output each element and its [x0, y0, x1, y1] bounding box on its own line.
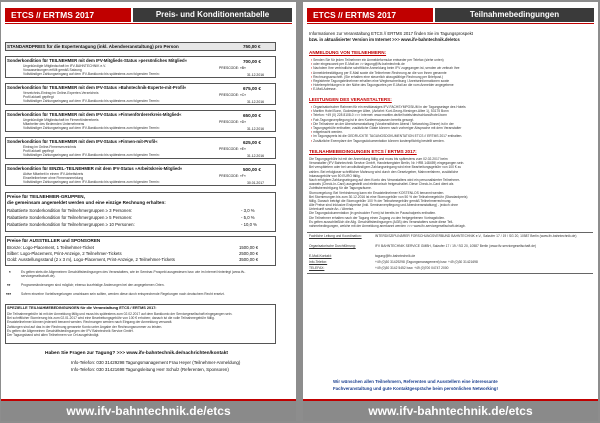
prescode: PRESCODE: »D«	[219, 120, 247, 124]
section-heading: ANMELDUNG VON TEILNEHMERN:	[309, 50, 387, 55]
group-discount-label: Rabattierte Sonderkondition für Teilnehmergruppen ≥ 10 Personen:	[7, 222, 135, 227]
conditions-page	[303, 2, 598, 421]
footer-url[interactable]: www.ifv-bahntechnik.de/etcs	[303, 401, 598, 421]
event-badge: ETCS // ERTMS 2017	[5, 8, 131, 22]
event-badge: ETCS // ERTMS 2017	[307, 8, 433, 22]
sonder-title: Sonderkondition für TEILNEHMER mit dem IFV-Status »Firmenfördererkreis-Mitglied«	[7, 112, 182, 117]
group-discount-value: - 10,0 %	[241, 222, 258, 227]
sonder-price: 650,00 €	[243, 113, 261, 118]
page-title: Preis- und Konditionentabelle	[133, 8, 292, 22]
sonder-details: Ungekündigte Mitgliedschaft im Firmenfördererkreis Mitarbeiter des fördernden Unternehmens Vollständiger Zahlungseingang auf dem IFV-Bankkonto bis spätestens zum folgenden Termin:	[23, 118, 160, 131]
sponsor-row-value: 3500,00 €	[239, 257, 259, 262]
footnote-marker: *	[9, 270, 11, 275]
page-title: Teilnahmebedingungen	[435, 8, 594, 22]
sponsor-row-label: Silber: Logo-Placement, Print-Anzeige, 2 Teilnehmer-Tickets	[7, 251, 122, 256]
page-header	[307, 8, 594, 22]
info-label: E-Mail-Kontakt:	[309, 254, 332, 258]
prescode: PRESCODE: »E«	[219, 147, 246, 151]
contact-phone: Info-Telefon: 030 31429298 Tagungsmanagement Frau Heyer (Teilnehmer-Anmeldung)	[71, 360, 241, 365]
group-pricing-subtitle: die gemeinsam angemeldet werden und eine einzige Rechnung erhalten:	[7, 200, 166, 205]
prescode: PRESCODE: »C«	[219, 93, 247, 97]
deadline-date: 31.12.2016	[247, 154, 264, 158]
intro-line[interactable]: bzw. in aktualisierter Version im Internet >>> www.ifv-bahntechnik.de/etcs	[309, 37, 460, 42]
group-discount-label: Rabattierte Sonderkondition für Teilnehmergruppen ≥ 3 Personen:	[7, 208, 133, 213]
info-label: Fachliche Leitung und Koordination:	[309, 234, 362, 238]
sonder-title: Sonderkondition für TEILNEHMER mit dem IFV-Status »Firmen-mit-Profil«	[7, 139, 158, 144]
special-conditions-text: Die Teilnahmegebühr ist mit der Anmeldung fällig und muss bis spätestens zum 02.02.2017 auf dem Bankkonto der Servicegesellschaft eingegangen sein. Bei schriftlicher Stornierung bis zum 02.01.2017 wird eine Bearbeitungsgebühr von 100 € erhoben; danach ist die volle Teilnahmegebühr fällig. Ersatzteilnehmer können jederzeit benannt werden. Rechnungen werden nach Eingang der Anmeldung versandt. Zahlungen sind auf das in der Rechnung genannte Konto unter Angabe der Rechnungsnummer zu leisten. Es gelten die Allgemeinen Geschäftsbedingungen der IFV Bahntechnik Service GmbH. Der Tagungsband wird allen Teilnehmern vor Ort ausgehändigt.	[7, 312, 233, 337]
divider	[307, 273, 593, 274]
sponsor-row-label: Gold: Ausstellungsstand (2 x 3 m), Logo-Placement, Print-Anzeige, 2 Teilnehmer-Tickets	[7, 257, 175, 262]
sonder-price: 500,00 €	[243, 167, 261, 172]
group-discount-value: - 5,0 %	[241, 215, 255, 220]
sonder-title: Sonderkondition für TEILNEHMER mit dem IFV-Status »Bahntechnik-Experte-mit-Profil«	[7, 85, 187, 90]
help-link[interactable]: Haben Sie Fragen zur Tagung? >>> www.ifv-bahntechnik.de/nachrichten/kontakt	[45, 351, 228, 356]
sponsor-pricing-title: Preise für AUSSTELLER und SPONSOREN	[7, 238, 101, 243]
group-discount-value: - 3,0 %	[241, 208, 255, 213]
sonder-price: 675,00 €	[243, 86, 261, 91]
header-divider	[307, 23, 594, 24]
prescode: PRESCODE: »F«	[219, 174, 246, 178]
sonder-details: Ungekündigte Mitgliedschaft im IFV-BAHNTECHNIK e.V. Voraussetzungen erfüllt gemäß Satzung Vollständiger Zahlungseingang auf dem IFV-Bankkonto bis spätestens zum folgenden Termin:	[23, 64, 160, 77]
sponsor-row-value: 2500,00 €	[239, 251, 259, 256]
group-pricing-title: Preise für TEILNEHMER-GRUPPEN,	[7, 194, 85, 199]
sonder-title: Sonderkondition für EINZEL-TEILNEHMER mit dem IFV-Status »Arbeitskreis-Mitglied«	[7, 166, 183, 171]
footnote-text: Sofern einzelne Vorteilsregelungen unwirksam sein sollten, werden diese durch entsprechende Regelungen nach deutschem Recht ersetzt.	[21, 292, 225, 296]
divider	[307, 232, 593, 233]
info-label: Info-Telefon:	[309, 260, 328, 264]
footnote-text: Programmänderungen sind möglich; ebenso kurzfristige Änderungen bei den angegebenen Orten.	[21, 283, 165, 287]
sponsor-row-value: 1500,00 €	[239, 245, 259, 250]
info-value: +49 (0)30 3142 5452 bzw. +49 (0)700 04747 2000	[375, 266, 449, 270]
conditions-text: Die Tagungsgebühr ist mit der Anmeldung fällig und muss bis spätestens zum 02.02.2017 beim Veranstalter (IFV Bahntechnik Service GmbH, Handelsregister Berlin, Nr. HRB 148459) eingegangen sein. Bei verspätetem oder bei unvollständigem Zahlungseingang wird eine Bearbeitungsgebühr von 100 € zu zahlen. Bei erfolgloser schriftlicher Mahnung wird durch den Gesetzgeber, Mahnverfahren, zusätzliche Inkassogebühr von 50 EURO fällig. Nach erfolgtem Zahlungseingang auf dem Konto des Veranstalters wird ein personalisierter Teilnehmer- ausweis (Check-In-Card) ausgestellt und elektronisch freigeschaltet. Diese Check-In-Card dient als Zutrittsberechtigung für die Tagungsräume. Stornoregelung: Bei Verhinderung kann ein Ersatzteilnehmer KOSTENLOS benannt werden. Bei Stornierungen bis zum 30.12.2016 ist eine Stornogebühr von 50 % der Teilnahmegebühr (Standardpreis) fällig. Danach beträgt die Stornogebühr 100 % der Teilnahmegebühr gemäß Teilnehmerrechnung. Alle Preise sind Inklusive Endpreise (inkl. Seminarverpflegung und Abendveranstaltung) - jedoch ohne Unterkunft sowie An- / Abreise. Die Tagungsdokumentation (in gedruckter Form) ist bereits im Pauschalpreis enthalten. Die Teilnehmer erhalten nach der Tagung einen Zugang zu den freigegebenen Vortragsfolien. Es gelten ausschließlich die Allg. Geschäftsbedingungen (AGB) des Veranstalters sowie diese Teil- nahmebedingungen, welche mit der Anmeldung anerkannt werden >>> www.ifv-servicegesellschaft.de/agb.	[309, 157, 468, 228]
standard-price-value: 750,00 €	[243, 44, 261, 49]
closing-line: Fachveranstaltung und gute Kontaktgespräche beim persönlichen Networking!	[333, 386, 498, 391]
sonder-price: 625,00 €	[243, 140, 261, 145]
header-divider	[5, 23, 292, 24]
sonder-details: Eintrag im Online-Firmenverzeichnis Profil aktuell gepflegt Vollständiger Zahlungseingang auf dem IFV-Bankkonto bis spätestens zum folgenden Termin:	[23, 145, 160, 158]
footnote-text: Es gelten stets die Allgemeinen Geschäftsbedingungen des Veranstalters, wie im Seminar-Prospekt ausgewiesen bzw. wie im Internet hinterlegt (www.ifv-servicegesellschaft.de).	[21, 270, 246, 279]
info-value: +49 (0)30 31429298 (Tagungsmanagement) bzw. +49 (0)30 31421698	[375, 260, 478, 264]
deadline-date: 31.12.2016	[247, 73, 264, 77]
deadline-date: 31.12.2016	[247, 127, 264, 131]
deadline-date: 30.01.2017	[247, 181, 264, 185]
price-table-page	[1, 2, 296, 421]
registration-list: ▪ Senden Sie für jeden Teilnehmer ein Anmeldeformular entweder per Telefax (siehe unten) ▪ oder eingescannt per E-Mail an >> tagung@ifv-bahntechnik.de ▪ Nachdem Ihre verbindliche schriftliche Anmeldung beim IFV zugegangen ist, senden wir zeitnah Ihre ▪ Anmeldebestätigung per E-Mail sowie die Teilnehmer-Rechnung an die von Ihnen genannte ▪ Rechnungsanschrift. (Sie erhalten eine steuerlich abzugsfähige Rechnung per Briefpost.) ▪ Registrierte Tagungsteilnehmer erhalten eine Wegbeschreibung / Anreiseinformationen sowie ▪ Hotelempfehlungen in der Nähe des Tagungsortes per E-Mail an die vom Anmelder angegebene ▪ E-Mail-Adresse.	[311, 58, 589, 92]
footnote-marker: **	[7, 283, 11, 288]
info-value: IFV BAHNTECHNIK SERVICE GMBH, Salzufer 17 / 19 / SG 20, 10587 Berlin (www.ifv-servicegesellschaft.de)	[375, 244, 536, 248]
services-list: ▪ Organisatorischer Rahmen für ein erstklassiges IFV-FACHSYMPOSIUM in der Tagungsetage des Hotels ▪ Maritim Hotel Bonn, Godesberger Allee, (Anfahrt: Kurt-Georg-Kiesinger-Allee 1), 53175 Bonn ▪ Telefon: +49 (0) 228 8108-0 >>> Internet: www.maritim.de/de/hotels/deutschland/hotel-bonn ▪ Fair-Tagungsverpflegung ist in den Konferenzpausen bereits gesorgt. ▪ Die Teilnahme an der Abendveranstaltung (Vorabendlichen Abend / Networking-Dinner) ist in der ▪ Tagungsgebühr enthalten; zusätzliche Gäste können nach vorheriger Absprache mit dem Veranstalter ▪ mitgebracht werden. ▪ Im Tagungspreis ist die GEDRUCKTE TAGUNGSDOKUMENTATION ETCS // ERTMS 2017 enthalten. ▪ Zusätzliche Exemplare der Tagungsdokumentation können kostenpflichtig bestellt werden.	[311, 105, 589, 143]
sonder-details: Aktive Mitarbeit in einem IFV-Arbeitskreis Einzelteilnehmer ohne Firmenanmeldung Vollständiger Zahlungseingang auf dem IFV-Bankkonto bis spätestens zum folgenden Termin:	[23, 172, 160, 185]
sonder-title: Sonderkondition für TEILNEHMER mit dem IFV-Mitglieds-Status »persönliches Mitglied«	[7, 58, 188, 63]
section-heading: LEISTUNGEN DES VERANSTALTERS:	[309, 97, 392, 102]
info-label: Organisatorische Durchführung:	[309, 244, 356, 248]
info-value: INTERDISZIPLINÄRER FORSCHUNGSVERBUND BAHNTECHNIK e.V., Salzufer 17 / 19 / SG 20, 10587 Berlin (www.ifv-bahntechnik.de)	[375, 234, 577, 238]
deadline-date: 31.12.2016	[247, 100, 264, 104]
contact-phone: Info-Telefon: 030 31421698 Tagungsleitung Herr Schulz (Referenten, Sponsoren)	[71, 367, 229, 372]
special-conditions-title: SPEZIELLE TEILNAHMEBEDINGUNGEN für die Veranstaltung ETCS / ERTMS 2017:	[7, 306, 157, 310]
closing-line: Wir wünschen allen Teilnehmern, Referenten und Ausstellern eine interessante	[333, 379, 498, 384]
intro-line: Informationen zur Veranstaltung ETCS // ERTMS 2017 finden Sie im Tagungsprospekt	[309, 31, 473, 36]
info-label: TELEFAX:	[309, 266, 325, 270]
prescode: PRESCODE: »B«	[219, 66, 246, 70]
group-discount-label: Rabattierte Sonderkondition für Teilnehmergruppen ≥ 5 Personen:	[7, 215, 133, 220]
sonder-details: Verzeichnis-Eintrag im Online-Experten-Verzeichnis Profil aktuell gepflegt Vollständiger Zahlungseingang auf dem IFV-Bankkonto bis spätestens zum folgenden Termin:	[23, 91, 160, 104]
standard-price-label: STANDARDPREIS für die Expertentagung (inkl. Abendveranstaltung) pro Person	[7, 44, 179, 49]
page-header	[5, 8, 292, 22]
section-heading: TEILNAHMEBEDINGUNGEN ETCS / ERTMS 2017:	[309, 149, 417, 154]
footer-url[interactable]: www.ifv-bahntechnik.de/etcs	[1, 401, 296, 421]
sonder-price: 700,00 €	[243, 59, 261, 64]
sponsor-row-label: Bronze: Logo-Placement, 1 Teilnehmer-Ticket	[7, 245, 94, 250]
email-link[interactable]: tagung@ifv-bahntechnik.de	[375, 254, 416, 258]
footnote-marker: ***	[6, 292, 12, 297]
